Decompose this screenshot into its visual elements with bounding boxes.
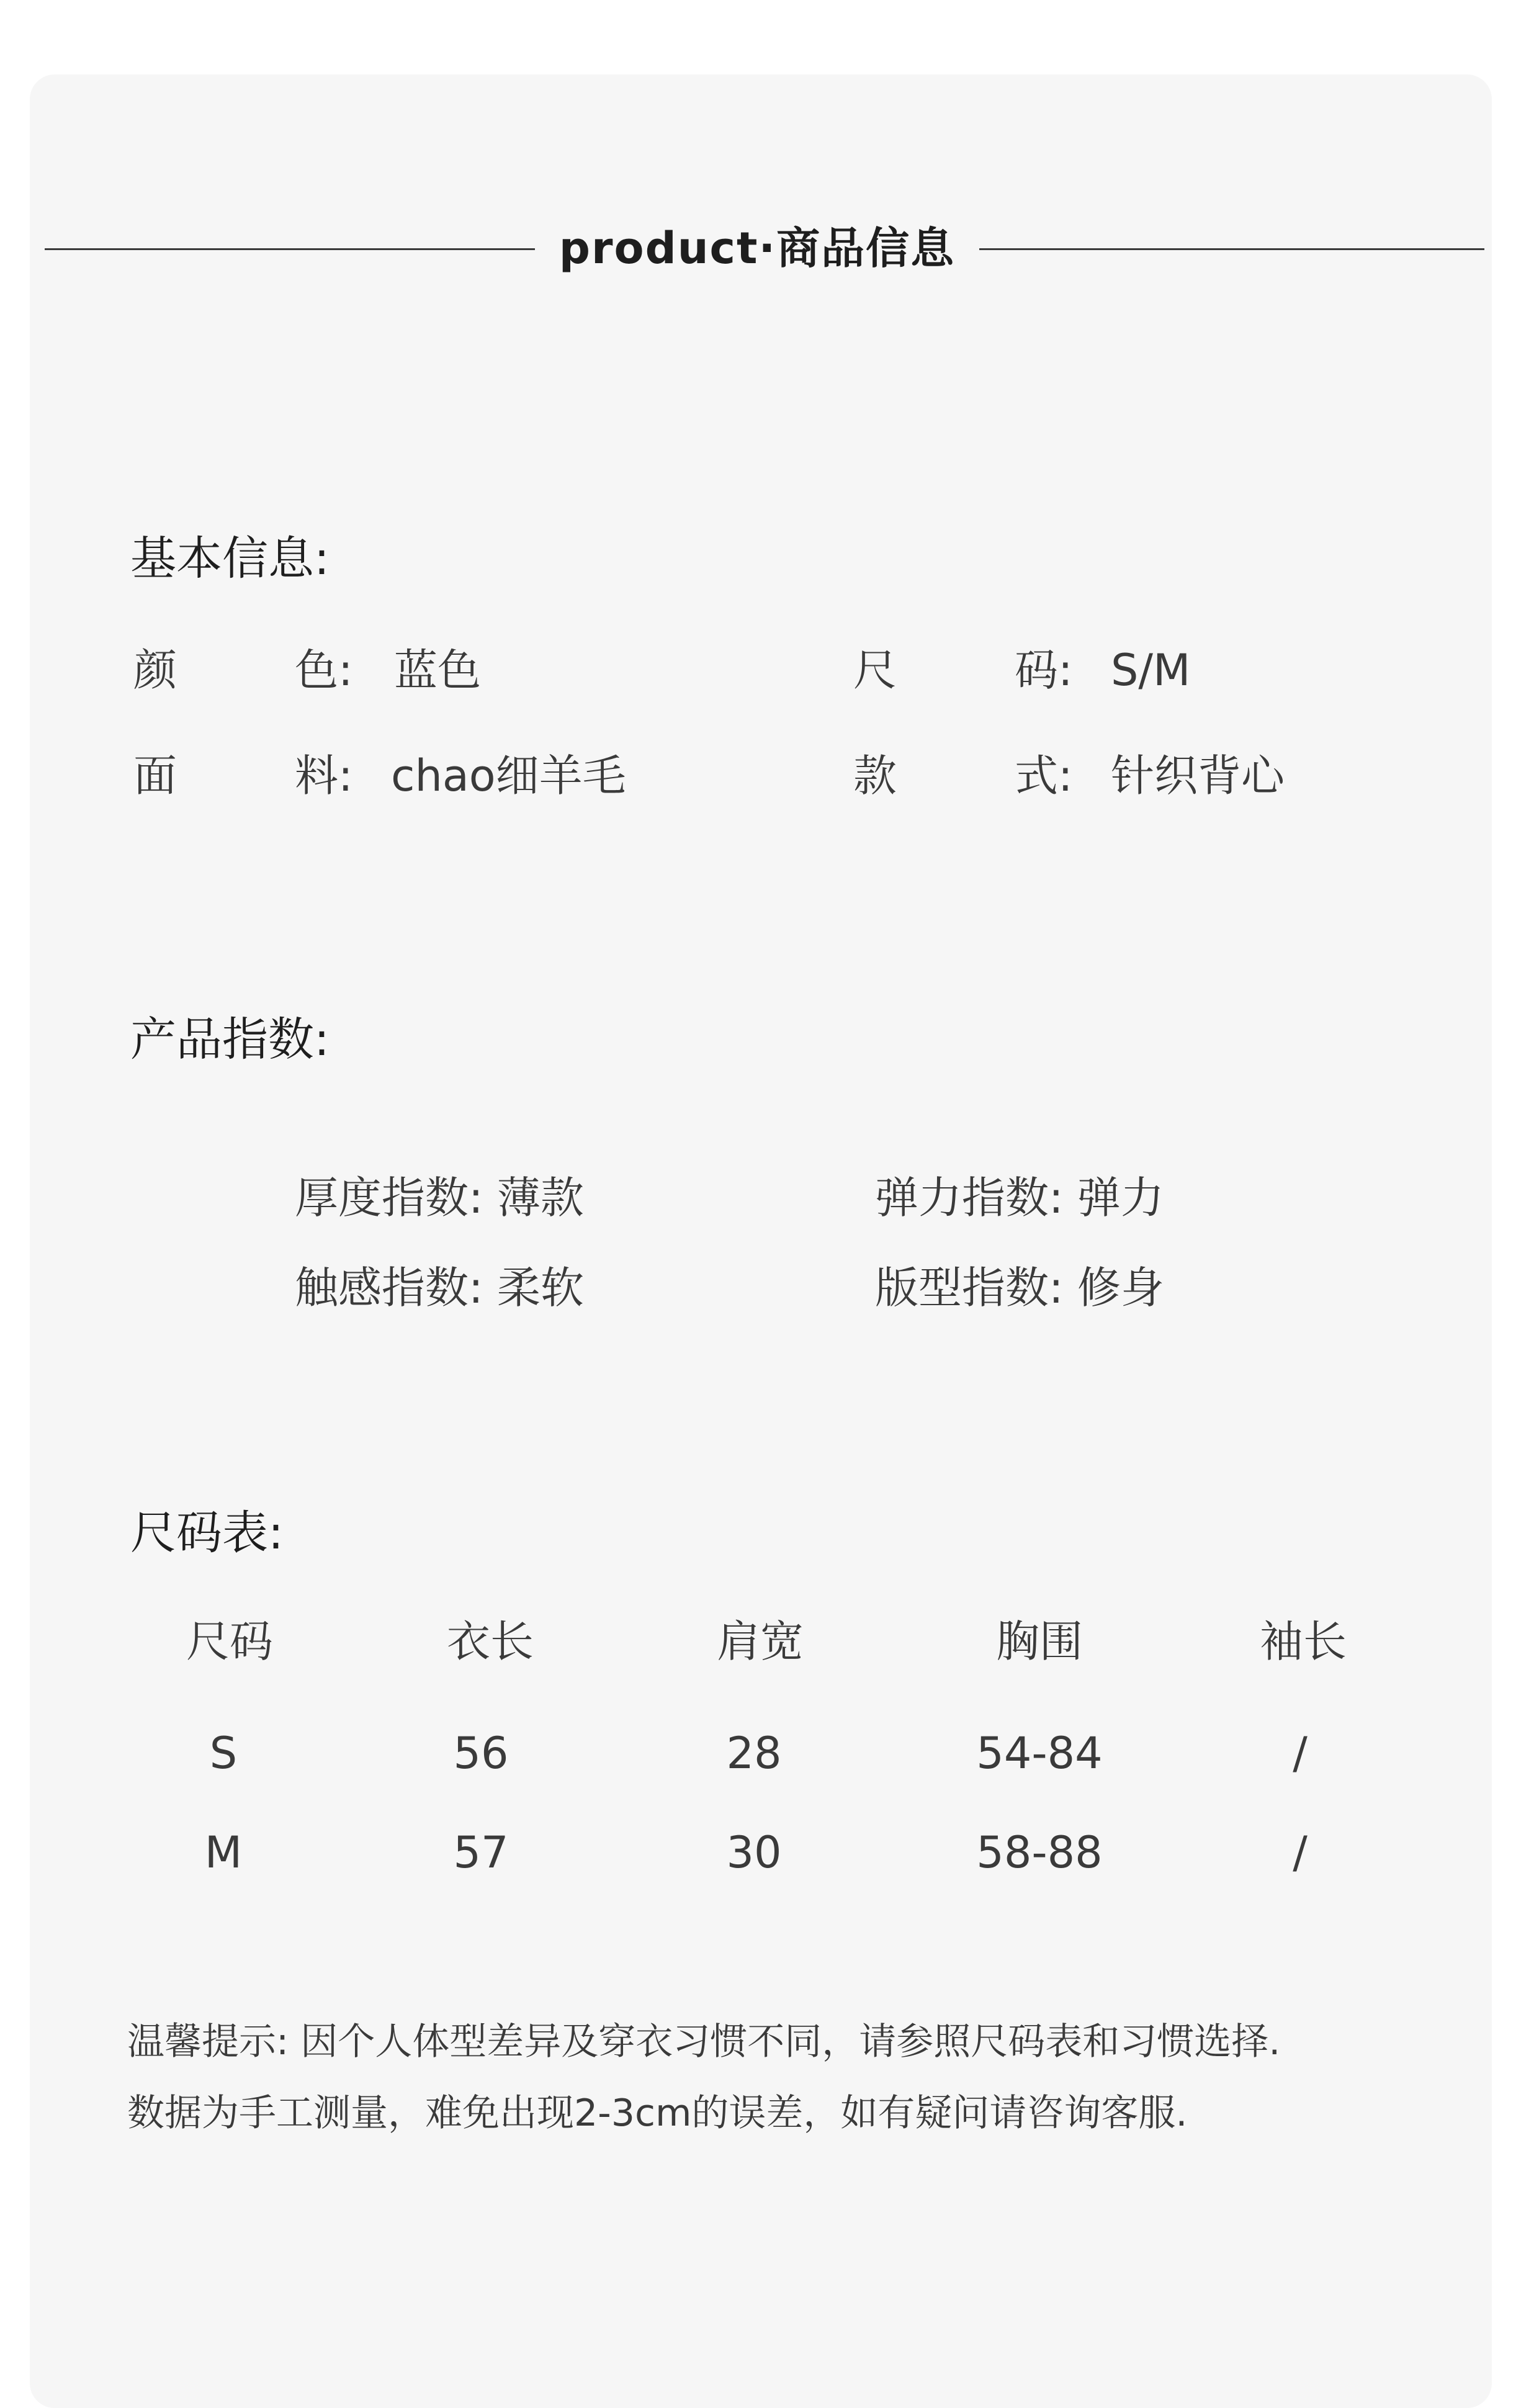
size-header-size: 尺码 bbox=[186, 1616, 273, 1667]
size-header-sleeve: 袖长 bbox=[1260, 1616, 1347, 1667]
size-value: S/M bbox=[1111, 645, 1191, 696]
size-label-2: 码: bbox=[1015, 645, 1073, 696]
size-row-m-chest: 58-88 bbox=[976, 1827, 1103, 1878]
size-label-1: 尺 bbox=[853, 645, 897, 696]
size-header-chest: 胸围 bbox=[996, 1616, 1083, 1667]
size-row-m-sleeve: / bbox=[1293, 1827, 1308, 1878]
size-row-s-sleeve: / bbox=[1293, 1728, 1308, 1779]
size-row-s-length: 56 bbox=[453, 1728, 509, 1779]
thickness-index: 厚度指数: 薄款 bbox=[295, 1172, 584, 1223]
size-row-m-size: M bbox=[204, 1827, 243, 1878]
style-label-1: 款 bbox=[853, 750, 897, 801]
basic-info-title: 基本信息: bbox=[130, 532, 330, 585]
section-header bbox=[0, 211, 1539, 285]
color-label-2: 色: bbox=[295, 645, 353, 696]
touch-index: 触感指数: 柔软 bbox=[295, 1262, 584, 1313]
style-value: 针织背心 bbox=[1111, 750, 1285, 801]
note-line-2: 数据为手工测量，难免出现2-3cm的误差，如有疑问请咨询客服. bbox=[127, 2091, 1188, 2135]
size-row-m-shoulder: 30 bbox=[726, 1827, 782, 1878]
elastic-index: 弹力指数: 弹力 bbox=[875, 1172, 1164, 1223]
fit-index: 版型指数: 修身 bbox=[875, 1262, 1164, 1313]
product-index-title: 产品指数: bbox=[130, 1013, 330, 1066]
note-line-1: 温馨提示: 因个人体型差异及穿衣习惯不同，请参照尺码表和习惯选择. bbox=[127, 2020, 1281, 2064]
size-row-m-length: 57 bbox=[453, 1827, 509, 1878]
size-row-s-shoulder: 28 bbox=[726, 1728, 782, 1779]
size-header-shoulder: 肩宽 bbox=[717, 1616, 804, 1667]
fabric-label-1: 面 bbox=[133, 750, 177, 801]
size-header-length: 衣长 bbox=[447, 1616, 534, 1667]
fabric-label-2: 料: bbox=[295, 750, 353, 801]
size-row-s-chest: 54-84 bbox=[976, 1728, 1103, 1779]
color-value: 蓝色 bbox=[394, 645, 481, 696]
header-divider-right bbox=[979, 248, 1484, 250]
header-divider-left bbox=[45, 248, 535, 250]
size-row-s-size: S bbox=[209, 1728, 238, 1779]
style-label-2: 式: bbox=[1015, 750, 1073, 801]
size-table-title: 尺码表: bbox=[130, 1506, 284, 1560]
header-title: product·商品信息 bbox=[559, 223, 956, 274]
color-label-1: 颜 bbox=[133, 645, 177, 696]
fabric-value: chao细羊毛 bbox=[391, 750, 626, 801]
